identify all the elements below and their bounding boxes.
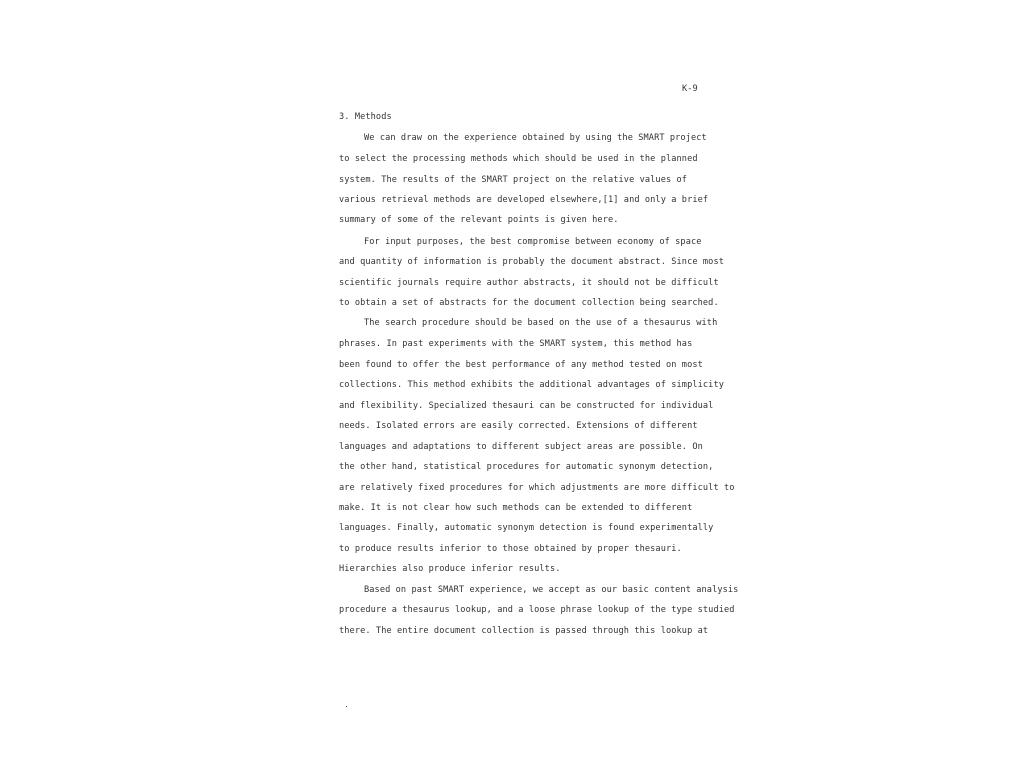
text-line: languages and adaptations to different subject areas are possible. On [339,442,703,452]
text-line: been found to offer the best performance of any method tested on most [339,360,703,370]
text-line: Hierarchies also produce inferior results. [339,564,561,574]
text-line: For input purposes, the best compromise between economy of space [364,237,702,247]
text-line: scientific journals require author abstracts, it should not be difficult [339,278,719,288]
text-line: there. The entire document collection is passed through this lookup at [339,626,709,636]
text-line: procedure a thesaurus lookup, and a loose phrase lookup of the type studied [339,605,735,615]
text-line: to select the processing methods which should be used in the planned [339,154,698,164]
text-line: languages. Finally, automatic synonym detection is found experimentally [339,523,714,533]
text-line: and quantity of information is probably the document abstract. Since most [339,257,724,267]
text-line: to produce results inferior to those obtained by proper thesauri. [339,544,682,554]
text-line: needs. Isolated errors are easily corrected. Extensions of different [339,421,698,431]
text-line: and flexibility. Specialized thesauri can be constructed for individual [339,401,714,411]
text-line: The search procedure should be based on the use of a thesaurus with [364,318,718,328]
text-line: collections. This method exhibits the additional advantages of simplicity [339,380,724,390]
page-number: K-9 [682,84,698,94]
text-line: are relatively fixed procedures for which adjustments are more difficult to [339,483,735,493]
text-line: to obtain a set of abstracts for the document collection being searched. [339,298,719,308]
text-line: system. The results of the SMART project on the relative values of [339,175,688,185]
text-line: phrases. In past experiments with the SMART system, this method has [339,339,693,349]
text-line: various retrieval methods are developed elsewhere,[1] and only a brief [339,195,709,205]
text-line: Based on past SMART experience, we accept as our basic content analysis [364,585,739,595]
section-heading: 3. Methods [339,112,392,122]
text-line: make. It is not clear how such methods can be extended to different [339,503,693,513]
text-line: We can draw on the experience obtained by using the SMART project [364,133,707,143]
scan-speck [346,706,347,707]
text-line: the other hand, statistical procedures for automatic synonym detection, [339,462,714,472]
text-line: summary of some of the relevant points is given here. [339,215,619,225]
